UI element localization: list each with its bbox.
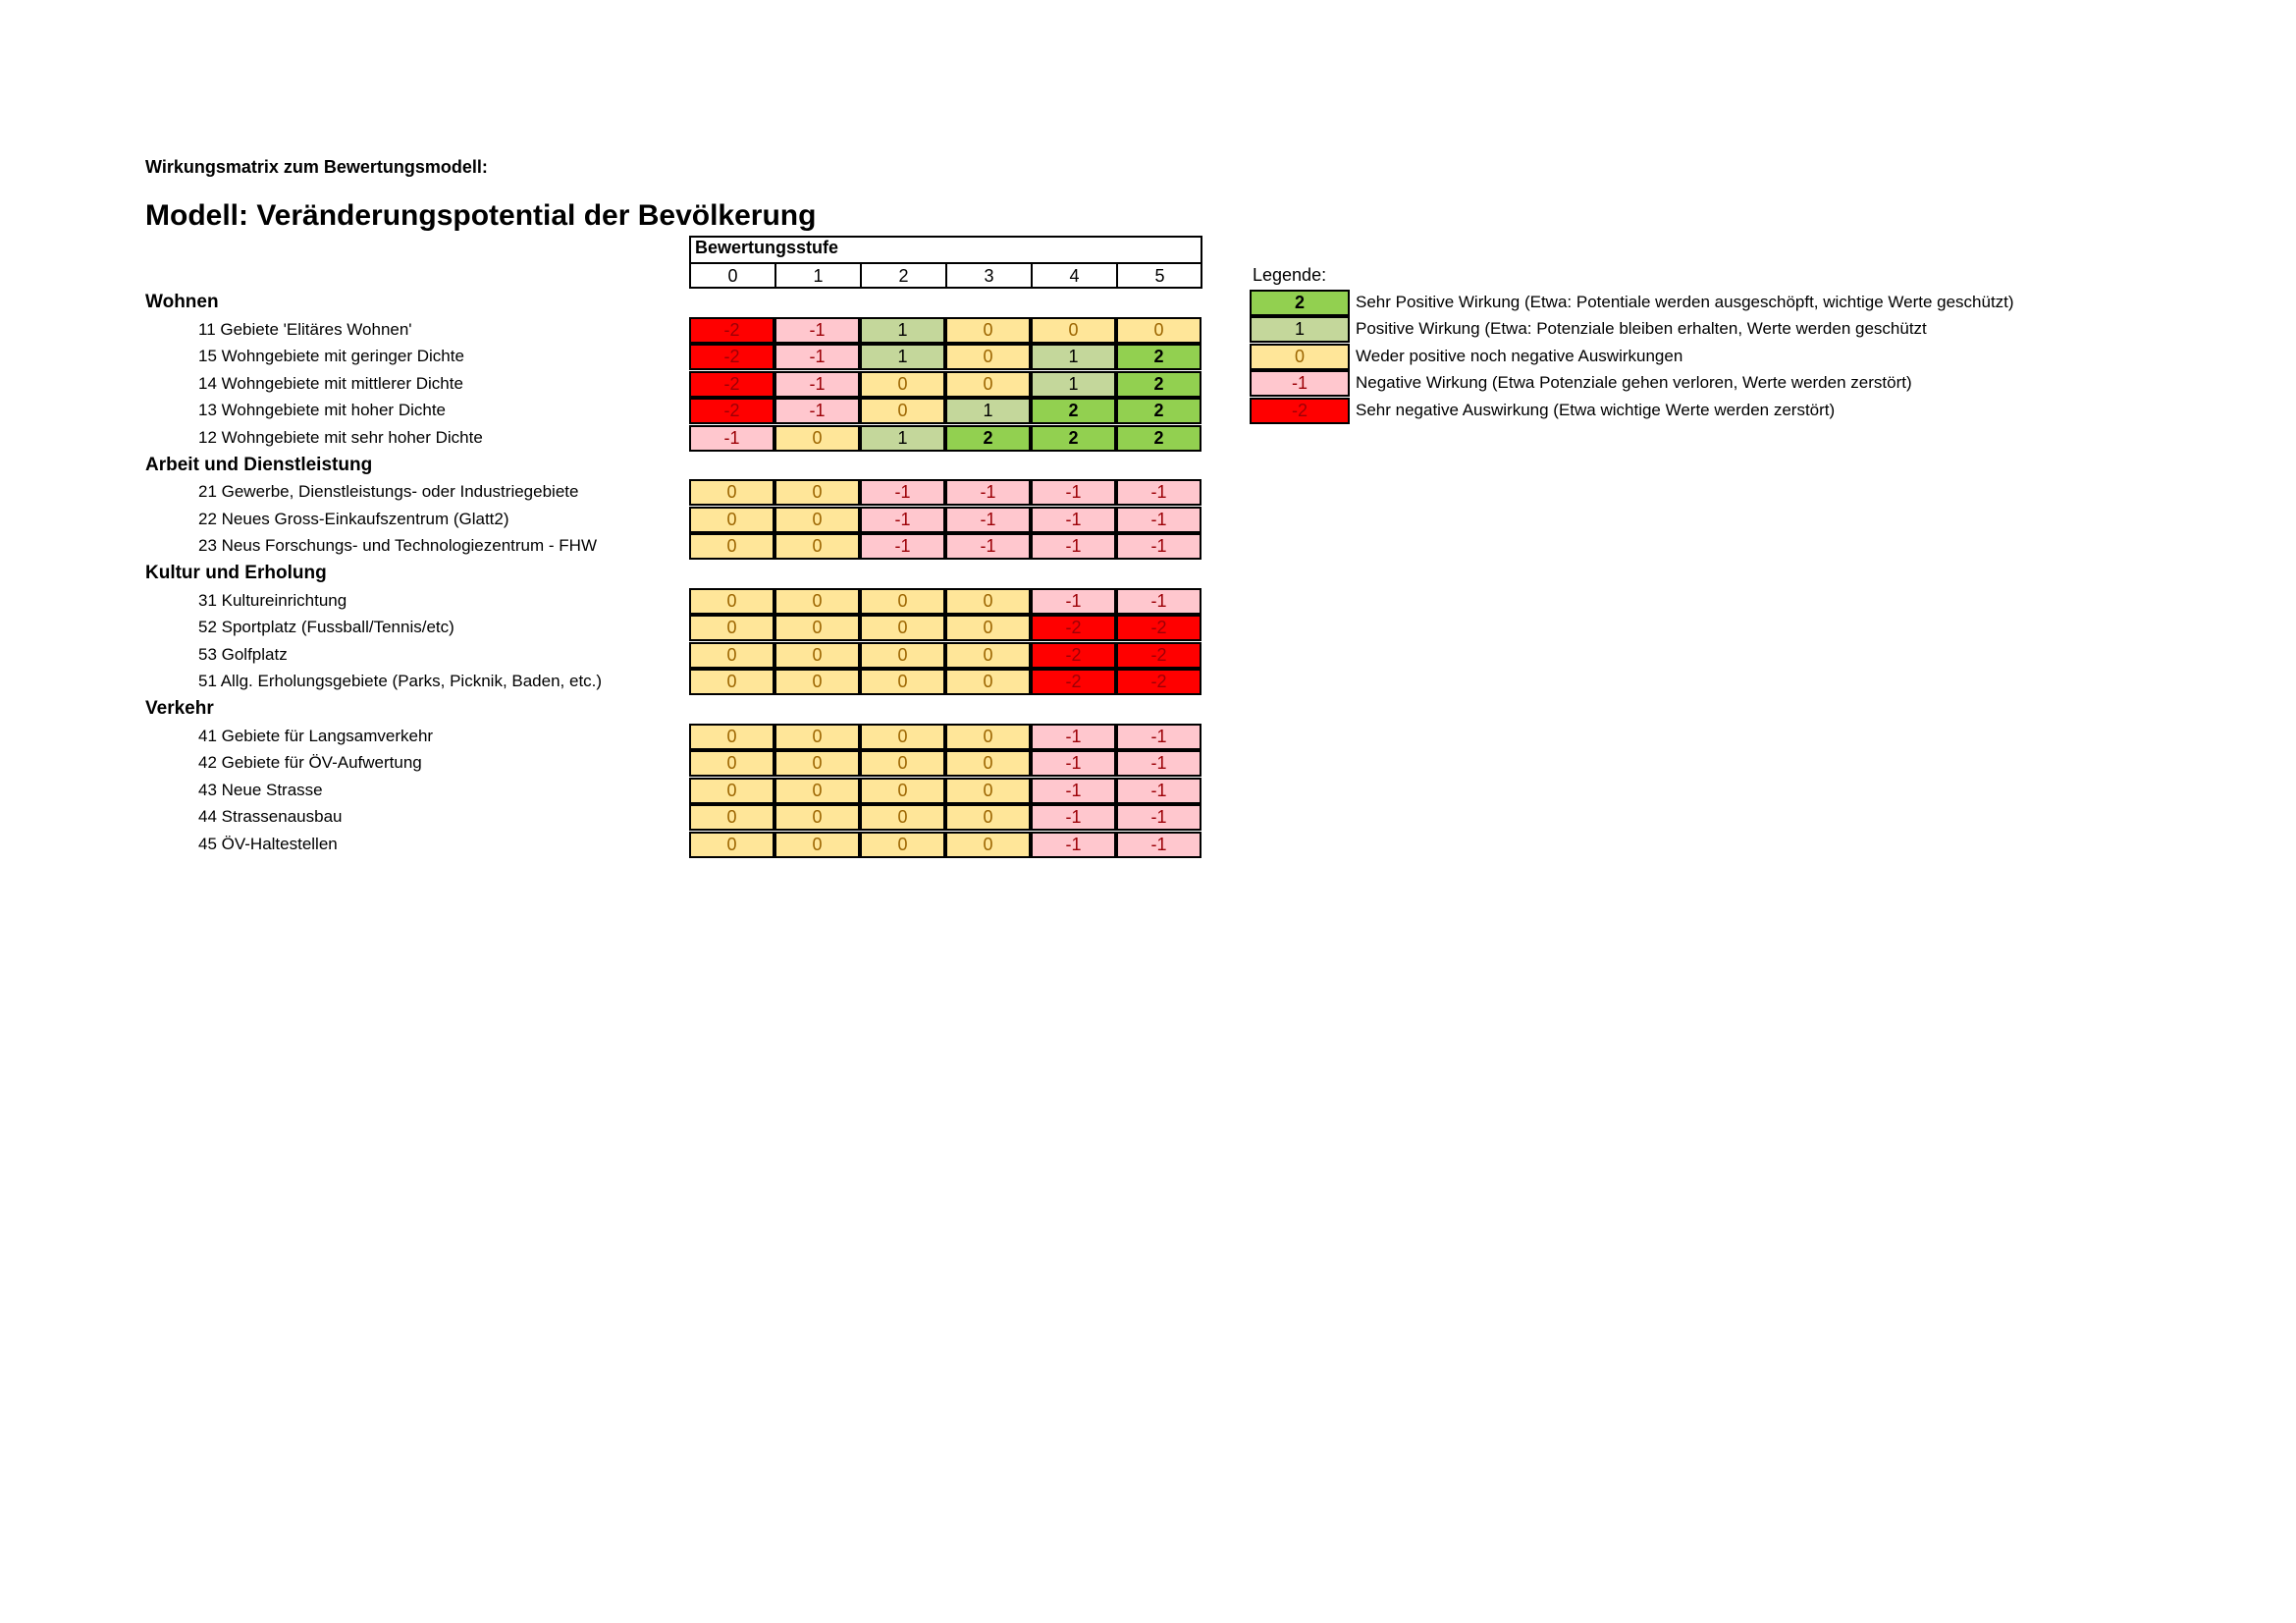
matrix-cell: -2 bbox=[1031, 615, 1116, 641]
row-label: 41 Gebiete für Langsamverkehr bbox=[198, 726, 434, 745]
matrix-cell: -2 bbox=[1031, 669, 1116, 695]
matrix-cell: 0 bbox=[860, 778, 945, 804]
row-label: 45 ÖV-Haltestellen bbox=[198, 835, 338, 853]
matrix-cell: 0 bbox=[689, 669, 774, 695]
document-title: Modell: Veränderungspotential der Bevölkerung bbox=[145, 199, 817, 232]
matrix-cell: -1 bbox=[860, 533, 945, 560]
matrix-cell: 2 bbox=[1031, 398, 1116, 424]
matrix-cell: -2 bbox=[1116, 642, 1201, 669]
matrix-cell: -1 bbox=[1116, 588, 1201, 615]
matrix-cell: 1 bbox=[860, 344, 945, 370]
matrix-cell: 1 bbox=[945, 398, 1031, 424]
matrix-cell: 0 bbox=[860, 371, 945, 398]
matrix-cell: 0 bbox=[689, 778, 774, 804]
matrix-cell: -1 bbox=[945, 533, 1031, 560]
group-heading: Arbeit und Dienstleistung bbox=[145, 454, 373, 475]
row-label: 42 Gebiete für ÖV-Aufwertung bbox=[198, 753, 422, 773]
matrix-cell: -1 bbox=[1031, 533, 1116, 560]
matrix-cell: -1 bbox=[1116, 778, 1201, 804]
matrix-cell: -1 bbox=[945, 479, 1031, 506]
matrix-cell: 0 bbox=[945, 778, 1031, 804]
matrix-cell: 0 bbox=[945, 371, 1031, 398]
legend-text: Positive Wirkung (Etwa: Potenziale bleiben erhalten, Werte werden geschützt bbox=[1356, 319, 1927, 338]
legend-text: Negative Wirkung (Etwa Potenziale gehen verloren, Werte werden zerstört) bbox=[1356, 373, 1912, 392]
matrix-cell: 1 bbox=[860, 317, 945, 344]
matrix-cell: -2 bbox=[689, 371, 774, 398]
legend-swatch: 2 bbox=[1250, 290, 1350, 316]
matrix-cell: -1 bbox=[1116, 479, 1201, 506]
matrix-cell: -1 bbox=[1116, 750, 1201, 777]
row-label: 43 Neue Strasse bbox=[198, 780, 323, 799]
matrix-cell: 0 bbox=[689, 642, 774, 669]
row-label: 11 Gebiete 'Elitäres Wohnen' bbox=[198, 319, 412, 339]
matrix-cell: -1 bbox=[1116, 832, 1201, 858]
matrix-cell: 2 bbox=[1116, 371, 1201, 398]
matrix-cell: 0 bbox=[945, 615, 1031, 641]
matrix-cell: 0 bbox=[774, 642, 860, 669]
row-label: 52 Sportplatz (Fussball/Tennis/etc) bbox=[198, 618, 454, 637]
row-label: 51 Allg. Erholungsgebiete (Parks, Picknik, Baden, etc.) bbox=[198, 672, 603, 691]
matrix-cell: 0 bbox=[689, 533, 774, 560]
stufe-header-2: 2 bbox=[860, 262, 945, 289]
row-label: 44 Strassenausbau bbox=[198, 807, 343, 827]
matrix-cell: 0 bbox=[689, 724, 774, 750]
matrix-cell: -2 bbox=[1116, 669, 1201, 695]
matrix-cell: -2 bbox=[689, 317, 774, 344]
legend-swatch: -1 bbox=[1250, 370, 1350, 397]
matrix-cell: -1 bbox=[1116, 804, 1201, 831]
stufe-header-0: 0 bbox=[689, 262, 774, 289]
matrix-cell: 0 bbox=[945, 724, 1031, 750]
legend-swatch: 0 bbox=[1250, 344, 1350, 370]
matrix-cell: -1 bbox=[1031, 507, 1116, 533]
legend-swatch: -2 bbox=[1250, 398, 1350, 424]
matrix-cell: 0 bbox=[689, 615, 774, 641]
legend-text: Weder positive noch negative Auswirkungen bbox=[1356, 347, 1683, 365]
row-label: 21 Gewerbe, Dienstleistungs- oder Industriegebiete bbox=[198, 482, 579, 502]
matrix-cell: 0 bbox=[945, 832, 1031, 858]
matrix-cell: 2 bbox=[945, 425, 1031, 452]
legend-title: Legende: bbox=[1253, 265, 1327, 285]
matrix-cell: 0 bbox=[774, 615, 860, 641]
matrix-cell: 0 bbox=[860, 642, 945, 669]
legend-text: Sehr Positive Wirkung (Etwa: Potentiale werden ausgeschöpft, wichtige Werte geschützt) bbox=[1356, 293, 2014, 311]
matrix-cell: -2 bbox=[1116, 615, 1201, 641]
legend-swatch: 1 bbox=[1250, 316, 1350, 343]
stufe-header-3: 3 bbox=[945, 262, 1031, 289]
group-heading: Kultur und Erholung bbox=[145, 563, 327, 583]
matrix-cell: -1 bbox=[1031, 832, 1116, 858]
matrix-cell: 0 bbox=[860, 832, 945, 858]
matrix-cell: 0 bbox=[945, 642, 1031, 669]
matrix-cell: 0 bbox=[860, 588, 945, 615]
matrix-cell: -1 bbox=[1031, 724, 1116, 750]
matrix-cell: 0 bbox=[945, 344, 1031, 370]
matrix-cell: 0 bbox=[774, 724, 860, 750]
matrix-cell: 0 bbox=[1116, 317, 1201, 344]
matrix-cell: -1 bbox=[1031, 479, 1116, 506]
matrix-cell: 1 bbox=[1031, 344, 1116, 370]
stufe-header-5: 5 bbox=[1116, 262, 1201, 289]
matrix-cell: -1 bbox=[689, 425, 774, 452]
matrix-cell: 0 bbox=[689, 479, 774, 506]
matrix-cell: 0 bbox=[774, 804, 860, 831]
row-label: 53 Golfplatz bbox=[198, 644, 288, 664]
matrix-cell: 0 bbox=[689, 588, 774, 615]
matrix-cell: -1 bbox=[1116, 533, 1201, 560]
matrix-cell: -1 bbox=[774, 317, 860, 344]
matrix-cell: -1 bbox=[860, 507, 945, 533]
matrix-cell: 0 bbox=[774, 533, 860, 560]
legend-text: Sehr negative Auswirkung (Etwa wichtige Werte werden zerstört) bbox=[1356, 401, 1836, 419]
matrix-cell: 0 bbox=[945, 588, 1031, 615]
matrix-cell: 0 bbox=[689, 832, 774, 858]
matrix-cell: -1 bbox=[1031, 588, 1116, 615]
matrix-cell: 1 bbox=[1031, 371, 1116, 398]
matrix-cell: 0 bbox=[774, 425, 860, 452]
matrix-cell: -1 bbox=[774, 371, 860, 398]
group-heading: Verkehr bbox=[145, 698, 214, 719]
matrix-cell: -1 bbox=[1116, 724, 1201, 750]
matrix-cell: 0 bbox=[774, 588, 860, 615]
matrix-cell: 2 bbox=[1031, 425, 1116, 452]
matrix-cell: 2 bbox=[1116, 425, 1201, 452]
matrix-cell: 0 bbox=[860, 398, 945, 424]
matrix-cell: -1 bbox=[945, 507, 1031, 533]
matrix-cell: 2 bbox=[1116, 398, 1201, 424]
matrix-cell: 2 bbox=[1116, 344, 1201, 370]
matrix-cell: 0 bbox=[860, 750, 945, 777]
row-label: 12 Wohngebiete mit sehr hoher Dichte bbox=[198, 428, 483, 447]
stufe-header-1: 1 bbox=[774, 262, 860, 289]
matrix-cell: -2 bbox=[689, 398, 774, 424]
matrix-cell: -1 bbox=[774, 398, 860, 424]
group-heading: Wohnen bbox=[145, 292, 219, 312]
row-label: 13 Wohngebiete mit hoher Dichte bbox=[198, 401, 447, 420]
matrix-cell: 0 bbox=[860, 724, 945, 750]
row-label: 31 Kultureinrichtung bbox=[198, 590, 347, 610]
row-label: 15 Wohngebiete mit geringer Dichte bbox=[198, 347, 464, 366]
matrix-cell: 0 bbox=[774, 750, 860, 777]
matrix-cell: -1 bbox=[774, 344, 860, 370]
matrix-cell: -1 bbox=[1116, 507, 1201, 533]
matrix-cell: -1 bbox=[1031, 804, 1116, 831]
matrix-cell: 0 bbox=[945, 669, 1031, 695]
matrix-cell: 0 bbox=[689, 507, 774, 533]
row-label: 14 Wohngebiete mit mittlerer Dichte bbox=[198, 373, 463, 393]
matrix-cell: -1 bbox=[1031, 750, 1116, 777]
matrix-cell: 0 bbox=[689, 804, 774, 831]
matrix-cell: 0 bbox=[774, 778, 860, 804]
matrix-cell: 0 bbox=[945, 317, 1031, 344]
document-subtitle: Wirkungsmatrix zum Bewertungsmodell: bbox=[145, 157, 488, 177]
matrix-cell: -1 bbox=[1031, 778, 1116, 804]
matrix-cell: -2 bbox=[1031, 642, 1116, 669]
matrix-cell: 0 bbox=[1031, 317, 1116, 344]
matrix-cell: 1 bbox=[860, 425, 945, 452]
matrix-cell: 0 bbox=[860, 615, 945, 641]
matrix-cell: -1 bbox=[860, 479, 945, 506]
matrix-cell: 0 bbox=[860, 669, 945, 695]
matrix-cell: 0 bbox=[774, 832, 860, 858]
matrix-cell: 0 bbox=[689, 750, 774, 777]
row-label: 22 Neues Gross-Einkaufszentrum (Glatt2) bbox=[198, 509, 509, 528]
matrix-cell: 0 bbox=[945, 804, 1031, 831]
matrix-cell: -2 bbox=[689, 344, 774, 370]
bewertungsstufe-label: Bewertungsstufe bbox=[695, 238, 839, 257]
stufe-header-4: 4 bbox=[1031, 262, 1116, 289]
row-label: 23 Neus Forschungs- und Technologiezentrum - FHW bbox=[198, 536, 597, 556]
matrix-cell: 0 bbox=[945, 750, 1031, 777]
matrix-cell: 0 bbox=[774, 669, 860, 695]
matrix-cell: 0 bbox=[774, 479, 860, 506]
matrix-cell: 0 bbox=[860, 804, 945, 831]
matrix-cell: 0 bbox=[774, 507, 860, 533]
